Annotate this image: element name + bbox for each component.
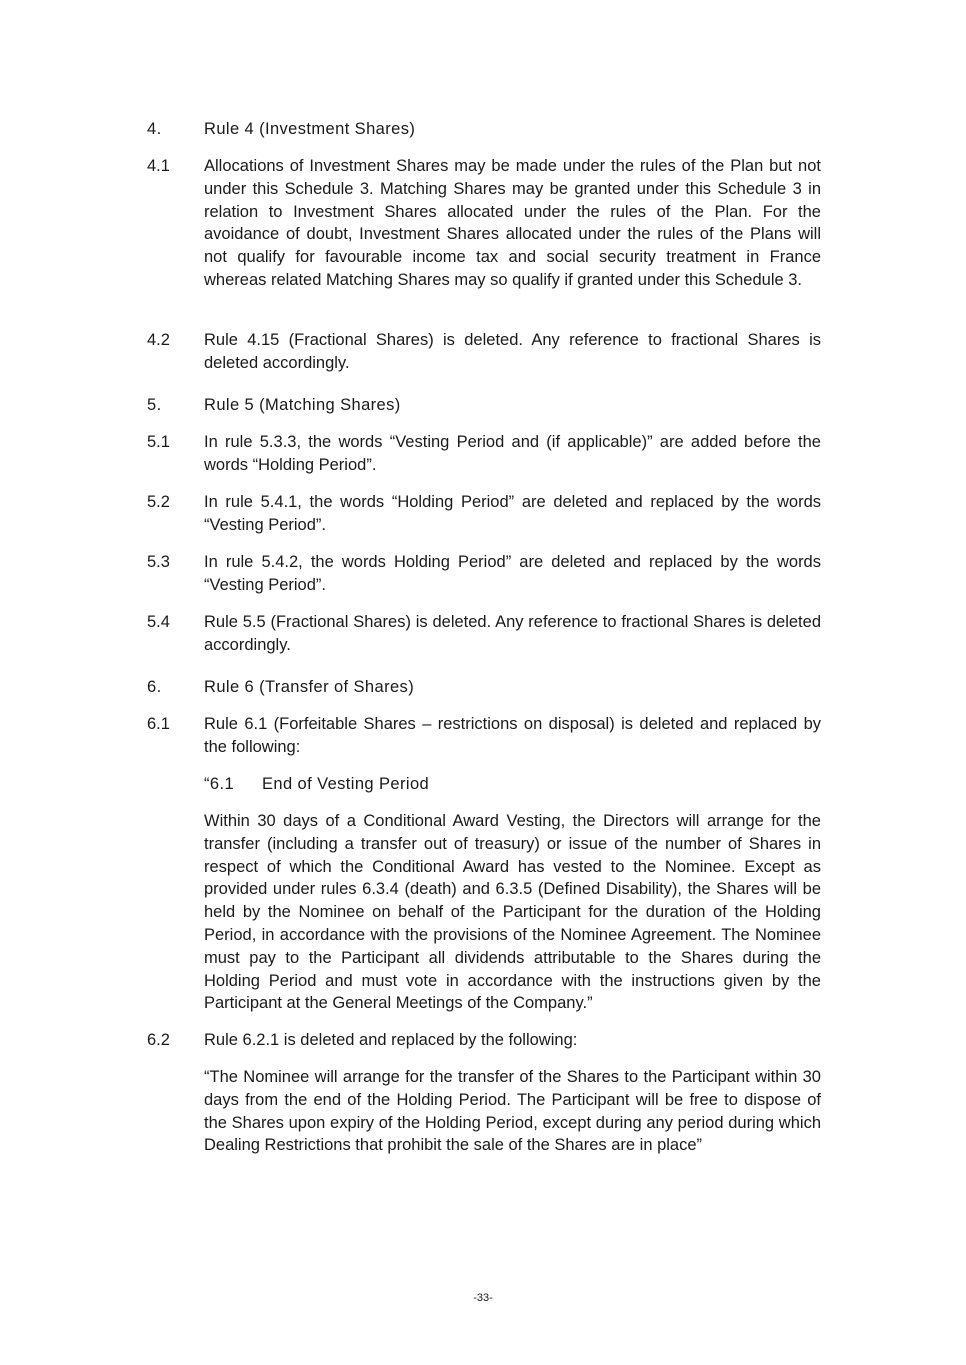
clause-text: In rule 5.4.2, the words Holding Period” are deleted and replaced by the words “Vesting Period”.: [204, 553, 821, 594]
clause-number: 5.1: [147, 433, 170, 451]
section-heading-4: [147, 118, 415, 140]
clause-text: Rule 6.1 (Forfeitable Shares – restrictions on disposal) is deleted and replaced by the following:: [204, 715, 821, 756]
clause-text: Rule 6.2.1 is deleted and replaced by the following:: [204, 1031, 578, 1049]
sub-number: “6.1: [204, 775, 235, 793]
clause-6-1: [147, 713, 821, 759]
clause-text: Rule 5.5 (Fractional Shares) is deleted. Any reference to fractional Shares is deleted accordingly.: [204, 613, 821, 654]
section-number: 4.: [147, 120, 162, 138]
clause-number: 5.2: [147, 493, 170, 511]
clause-number: 5.4: [147, 613, 170, 631]
clause-number: 6.2: [147, 1031, 170, 1049]
clause-text: Rule 4.15 (Fractional Shares) is deleted. Any reference to fractional Shares is deleted accordingly.: [204, 331, 821, 372]
vesting-paragraph: Within 30 days of a Conditional Award Vesting, the Directors will arrange for the transfer (including a transfer out of treasury) or issue of the number of Shares in respect of which the Conditional Award has vested to the Nominee. Except as provided under rules 6.3.4 (death) and 6.3.5 (Defined Disability), the Shares will be held by the Nominee on behalf of the Participant for the duration of the Holding Period, in accordance with the provisions of the Nominee Agreement. The Nominee must pay to the Participant all dividends attributable to the Shares during the Holding Period and must vote in accordance with the instructions given by the Participant at the General Meetings of the Company.”: [204, 812, 821, 1013]
section-number: 6.: [147, 678, 162, 696]
clause-number: 4.1: [147, 157, 170, 175]
clause-6-2: [147, 1029, 821, 1052]
clause-5-3: [147, 551, 821, 597]
page-number: -33-: [473, 1292, 493, 1304]
clause-5-4: [147, 611, 821, 657]
clause-number: 5.3: [147, 553, 170, 571]
clause-number: 6.1: [147, 715, 170, 733]
section-heading-6: [147, 676, 414, 698]
clause-5-1: [147, 431, 821, 477]
section-title: Rule 6 (Transfer of Shares): [204, 678, 415, 696]
nominee-paragraph: “The Nominee will arrange for the transfer of the Shares to the Participant within 30 days from the end of the Holding Period. The Participant will be free to dispose of the Shares upon expiry of the Holding Period, except during any period during which Dealing Restrictions that prohibit the sale of the Shares are in place”: [204, 1068, 821, 1155]
clause-4-1: [147, 155, 821, 292]
clause-4-2: [147, 329, 821, 375]
clause-text: In rule 5.4.1, the words “Holding Period” are deleted and replaced by the words “Vesting Period”.: [204, 493, 821, 534]
section-heading-5: [147, 394, 401, 416]
clause-5-2: [147, 491, 821, 537]
section-title: Rule 4 (Investment Shares): [204, 120, 416, 138]
section-number: 5.: [147, 396, 162, 414]
clause-text: In rule 5.3.3, the words “Vesting Period and (if applicable)” are added before the words “Holding Period”.: [204, 433, 821, 474]
sub-title: End of Vesting Period: [262, 775, 430, 793]
section-title: Rule 5 (Matching Shares): [204, 396, 401, 414]
clause-number: 4.2: [147, 331, 170, 349]
clause-text: Allocations of Investment Shares may be made under the rules of the Plan but not under this Schedule 3. Matching Shares may be granted under this Schedule 3 in relation to Investment Shares allocated under the rules of the Plan. For the avoidance of doubt, Investment Shares allocated under the rules of the Plans will not qualify for favourable income tax and social security treatment in France whereas related Matching Shares may so qualify if granted under this Schedule 3.: [204, 157, 821, 289]
sub-heading-6-1: [204, 773, 429, 795]
